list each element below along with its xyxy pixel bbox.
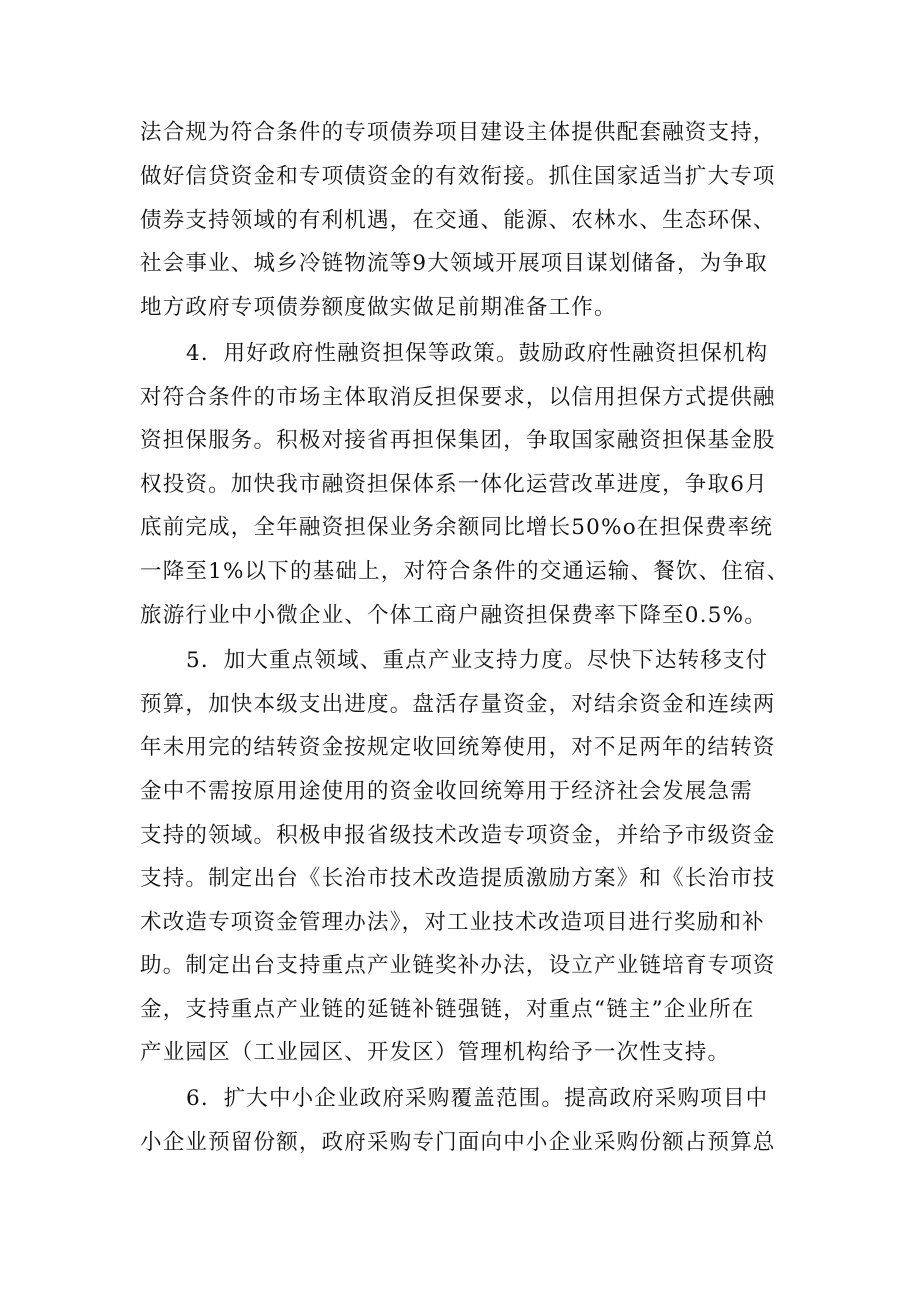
text-line: 权投资。加快我市融资担保体系一体化运营改革进度，争取6月 (140, 472, 768, 497)
paragraph-heading-4: 4．用好政府性融资担保等政策。鼓励政府性融资担保机构 (186, 341, 769, 366)
text-line: 支持的领域。积极申报省级技术改造专项资金，并给予市级资金 (140, 823, 776, 848)
text-line: 产业园区（工业园区、开发区）管理机构给予一次性支持。 (140, 1040, 731, 1065)
text-line: 做好信贷资金和专项债资金的有效衔接。抓住国家适当扩大专项 (140, 164, 776, 189)
text-line: 术改造专项资金管理办法》，对工业技术改造项目进行奖励和补 (140, 910, 765, 935)
text-line: 金中不需按原用途使用的资金收回统筹用于经济社会发展急需 (140, 779, 753, 804)
text-line: 法合规为符合条件的专项债券项目建设主体提供配套融资支持， (140, 120, 776, 145)
text-line: 对符合条件的市场主体取消反担保要求，以信用担保方式提供融 (140, 385, 776, 410)
text-line: 支持。制定出台《长治市技术改造提质激励方案》和《长治市技 (140, 866, 776, 891)
text-line: 年未用完的结转资金按规定收回统筹使用，对不足两年的结转资 (140, 735, 776, 760)
paragraph-heading-5: 5．加大重点领域、重点产业支持力度。尽快下达转移支付 (186, 648, 769, 673)
text-line: 金，支持重点产业链的延链补链强链，对重点“链主”企业所在 (140, 997, 755, 1022)
paragraph-heading-6: 6．扩大中小企业政府采购覆盖范围。提高政府采购项目中 (186, 1086, 769, 1111)
text-line: 旅游行业中小微企业、个体工商户融资担保费率下降至0.5%。 (140, 603, 767, 628)
text-line: 助。制定出台支持重点产业链奖补办法，设立产业链培育专项资 (140, 953, 776, 978)
text-line: 资担保服务。积极对接省再担保集团，争取国家融资担保基金股 (140, 428, 776, 453)
text-line: 小企业预留份额，政府采购专门面向中小企业采购份额占预算总 (140, 1130, 776, 1155)
text-line: 社会事业、城乡冷链物流等9大领域开展项目谋划储备，为争取 (140, 251, 768, 276)
text-line: 一降至1%以下的基础上，对符合条件的交通运输、餐饮、住宿、 (140, 559, 790, 584)
text-line: 地方政府专项债券额度做实做足前期准备工作。 (140, 295, 617, 320)
text-line: 预算，加快本级支出进度。盘活存量资金，对结余资金和连续两 (140, 692, 776, 717)
text-line: 债券支持领域的有利机遇，在交通、能源、农林水、生态环保、 (140, 208, 776, 233)
text-line: 底前完成，全年融资担保业务余额同比增长50%o在担保费率统 (140, 515, 774, 540)
